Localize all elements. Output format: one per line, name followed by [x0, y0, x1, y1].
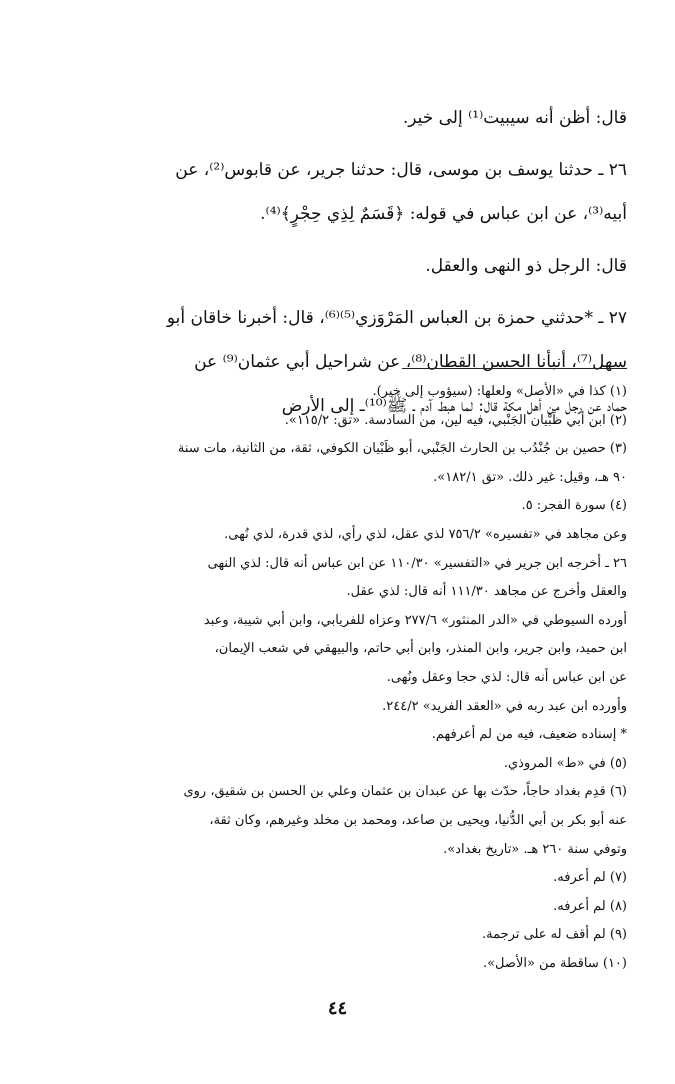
footnote-line: (٣) حصين بن جُنْدُب بن الحارث الجَنْبي، أبو ظَبْيان الكوفي، ثقة، من الثانية، مات سنة	[177, 441, 627, 457]
footnote-line: ٩٠ هـ، وقيل: غير ذلك. «تق ١٨٢/١».	[433, 469, 627, 485]
footnote-line: والعقل وأخرج عن مجاهد ١١١/٣٠ أنه قال: لذي عقل.	[346, 584, 627, 600]
main-line: قال: أظن أنه سيبيت⁽¹⁾ إلى خير.	[402, 108, 627, 128]
footnote-line: (٥) في «ط» المروذي.	[503, 755, 627, 771]
footnote-line: (١٠) ساقطة من «الأصل».	[482, 955, 627, 971]
footnote-line: عن ابن عباس أنه قال: لذي حجا وعقل ونُهى.	[386, 669, 627, 685]
main-line: ٢٦ ـ حدثنا يوسف بن موسى، قال: حدثنا جرير، عن قابوس⁽²⁾، عن	[175, 160, 627, 180]
footnote-line: ابن حميد، وابن جرير، وابن المنذر، وابن أبي حاتم، والبيهقي في شعب الإيمان،	[214, 641, 627, 657]
footnote-line: (٢) ابن أبي ظَبْيان الجَنْبي، فيه لين، من السادسة. «تق: ١١٥/٢».	[284, 412, 627, 428]
main-line: حماد عن رجل من أهل مكة قال: لما هبط آدم ـ ﷺ⁽¹⁰⁾ـ إلى الأرض	[281, 396, 627, 416]
page-number: ٤٤	[327, 998, 348, 1019]
footnote-separator	[402, 368, 627, 369]
footnote-line: أورده السيوطي في «الدر المنثور» ٢٧٧/٦ وعزاه للفريابي، وابن أبي شيبة، وعبد	[203, 612, 627, 628]
main-line: سهل⁽⁷⁾، أنبأنا الحسن القطان⁽⁸⁾، عن شراحيل أبي عثمان⁽⁹⁾ عن	[194, 352, 627, 372]
main-line: أبيه⁽³⁾، عن ابن عباس في قوله: ﴿قَسَمٌ لِذِي حِجْرٍ﴾⁽⁴⁾.	[260, 204, 627, 224]
main-line: قال: الرجل ذو النهى والعقل.	[425, 256, 627, 276]
footnote-line: عنه أبو بكر بن أبي الدُّنيا، ويحيى بن صاعد، ومحمد بن مخلد وغيرهم، وكان ثقة،	[209, 812, 627, 828]
footnote-line: وأورده ابن عبد ربه في «العقد الفريد» ٢٤٤/٢.	[382, 698, 627, 714]
footnote-line: (٩) لم أقف له على ترجمة.	[482, 927, 627, 943]
footnote-line: (٨) لم أعرفه.	[553, 898, 627, 914]
footnote-line: (٤) سورة الفجر: ٥.	[521, 498, 627, 514]
footnote-line: (٧) لم أعرفه.	[553, 870, 627, 886]
footnote-line: (٦) قدِم بغداد حاجاً، حدّث بها عن عبدان بن عثمان وعلي بن الحسن بن شقيق، روى	[183, 784, 627, 800]
footnote-line: (١) كذا في «الأصل» ولعلها: (سيؤوب إلى خير).	[372, 384, 627, 399]
footnote-line: وتوفي سنة ٢٦٠ هـ. «تاريخ بغداد».	[443, 841, 627, 857]
footnote-line: ٢٦ ـ أخرجه ابن جرير في «التفسير» ١١٠/٣٠ عن ابن عباس أنه قال: لذي النهى	[207, 555, 627, 571]
book-page	[48, 0, 627, 1084]
footnote-line: وعن مجاهد في «تفسيره» ٧٥٦/٢ لذي عقل، لذي رأي، لذي قدرة، لذي نُهى.	[224, 526, 627, 542]
footnote-line: * إسناده ضعيف، فيه من لم أعرفهم.	[431, 727, 627, 743]
footnotes	[48, 378, 627, 978]
main-line: ٢٧ ـ *حدثني حمزة بن العباس المَرْوَزي⁽⁵⁾⁽⁶⁾، قال: أخبرنا خاقان أبو	[166, 308, 627, 328]
